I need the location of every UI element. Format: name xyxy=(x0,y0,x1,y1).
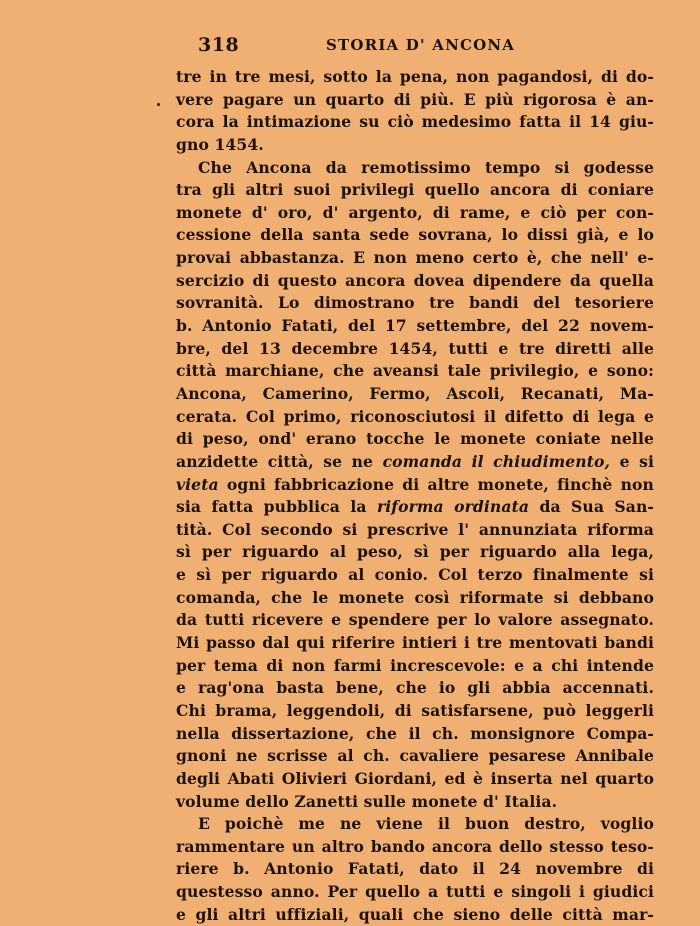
text-line xyxy=(176,609,654,632)
text-segment: e gli altri uffiziali, quali che sieno delle città mar- xyxy=(176,904,654,924)
italic-phrase: vieta xyxy=(176,474,219,494)
running-title: STORIA D' ANCONA xyxy=(326,36,516,54)
italic-phrase: comanda il chiudimento, xyxy=(382,451,611,471)
text-line xyxy=(176,134,654,157)
text-segment: Ancona, Camerino, Fermo, Ascoli, Recanati, Ma- xyxy=(176,383,654,403)
text-line xyxy=(176,360,654,383)
text-line xyxy=(176,428,654,451)
text-segment: degli Abati Olivieri Giordani, ed è inserta nel quarto xyxy=(176,768,654,788)
text-segment: nella dissertazione, che il ch. monsignore Compa- xyxy=(176,723,654,743)
text-line xyxy=(176,315,654,338)
text-line xyxy=(176,474,654,497)
page-number: 318 xyxy=(198,34,240,56)
text-segment: E poichè me ne viene il buon destro, voglio xyxy=(198,814,654,834)
text-line xyxy=(176,745,654,768)
text-segment: ogni fabbricazione di altre monete, finchè non xyxy=(218,474,654,494)
text-segment: provai abbastanza. E non meno certo è, che nell' e- xyxy=(176,248,654,268)
text-segment: anzidette città, se ne xyxy=(176,451,383,471)
text-segment: Mi passo dal qui riferire intieri i tre mentovati bandi xyxy=(176,633,654,653)
text-line xyxy=(176,179,654,202)
text-line xyxy=(176,587,654,610)
text-line xyxy=(176,904,654,926)
text-line xyxy=(176,338,654,361)
text-line xyxy=(176,858,654,881)
text-line xyxy=(176,111,654,134)
page-header xyxy=(198,34,650,60)
text-segment: gno 1454. xyxy=(176,134,264,154)
text-segment: Che Ancona da remotissimo tempo si godesse xyxy=(198,157,654,177)
text-segment: e si xyxy=(610,451,654,471)
text-segment: e sì per riguardo al conio. Col terzo finalmente si xyxy=(176,565,654,585)
text-segment: tre in tre mesi, sotto la pena, non pagandosi, di do- xyxy=(176,67,654,86)
text-line xyxy=(176,383,654,406)
text-segment: monete d' oro, d' argento, di rame, e ciò per con- xyxy=(176,202,654,222)
text-segment: e rag'ona basta bene, che io gli abbia accennati. xyxy=(176,678,654,698)
text-segment: da tutti ricevere e spendere per lo valore assegnato. xyxy=(176,610,654,630)
text-segment: rammentare un altro bando ancora dello stesso teso- xyxy=(176,836,654,856)
text-segment: questesso anno. Per quello a tutti e singoli i giudici xyxy=(176,882,654,902)
text-segment: vere pagare un quarto di più. E più rigorosa è an- xyxy=(176,89,654,109)
text-segment: sovranità. Lo dimostrano tre bandi del tesoriere xyxy=(176,293,654,313)
text-line xyxy=(176,157,654,180)
text-line xyxy=(176,292,654,315)
text-line xyxy=(176,496,654,519)
text-segment: riere b. Antonio Fatati, dato il 24 novembre di xyxy=(176,859,654,879)
text-line xyxy=(176,700,654,723)
text-line xyxy=(176,202,654,225)
text-line xyxy=(176,224,654,247)
text-line xyxy=(176,564,654,587)
text-line xyxy=(176,406,654,429)
text-line xyxy=(176,881,654,904)
text-segment: Chi brama, leggendoli, di satisfarsene, può leggerli xyxy=(176,700,654,720)
text-segment: da Sua San- xyxy=(529,497,654,517)
text-line xyxy=(176,677,654,700)
text-segment: cerata. Col primo, riconosciutosi il difetto di lega e xyxy=(176,406,654,426)
text-segment: sercizio di questo ancora dovea dipendere da quella xyxy=(176,270,654,290)
text-segment: volume dello Zanetti sulle monete d' Italia. xyxy=(176,791,558,811)
text-line xyxy=(176,451,654,474)
text-line xyxy=(176,836,654,859)
text-segment: b. Antonio Fatati, del 17 settembre, del 22 novem- xyxy=(176,316,654,336)
text-line xyxy=(176,723,654,746)
text-line xyxy=(176,89,654,112)
text-segment: bre, del 13 decembre 1454, tutti e tre diretti alle xyxy=(176,338,654,358)
body-text xyxy=(176,66,654,926)
italic-phrase: riforma ordinata xyxy=(376,497,530,517)
text-segment: cessione della santa sede sovrana, lo dissi già, e lo xyxy=(176,225,654,245)
text-segment: sia fatta pubblica la xyxy=(176,497,377,517)
text-segment: comanda, che le monete così riformate si debbano xyxy=(176,587,654,607)
text-line xyxy=(176,541,654,564)
text-line xyxy=(176,768,654,791)
text-line xyxy=(176,270,654,293)
text-line xyxy=(176,655,654,678)
text-line xyxy=(176,791,654,814)
text-line xyxy=(176,66,654,89)
text-segment: gnoni ne scrisse al ch. cavaliere pesarese Annibale xyxy=(176,746,654,766)
text-segment: cora la intimazione su ciò medesimo fatta il 14 giu- xyxy=(176,112,654,132)
text-segment: tra gli altri suoi privilegi quello ancora di coniare xyxy=(176,180,654,200)
text-segment: sì per riguardo al peso, sì per riguardo alla lega, xyxy=(176,542,654,562)
text-segment: di peso, ond' erano tocche le monete coniate nelle xyxy=(176,429,654,449)
text-line xyxy=(176,632,654,655)
text-line xyxy=(176,247,654,270)
text-segment: per tema di non farmi increscevole: e a chi intende xyxy=(176,655,654,675)
text-segment: tità. Col secondo si prescrive l' annunziata riforma xyxy=(176,519,654,539)
margin-mark xyxy=(157,103,160,106)
text-line xyxy=(176,519,654,542)
text-line xyxy=(176,813,654,836)
text-segment: città marchiane, che aveansi tale privilegio, e sono: xyxy=(176,361,654,381)
